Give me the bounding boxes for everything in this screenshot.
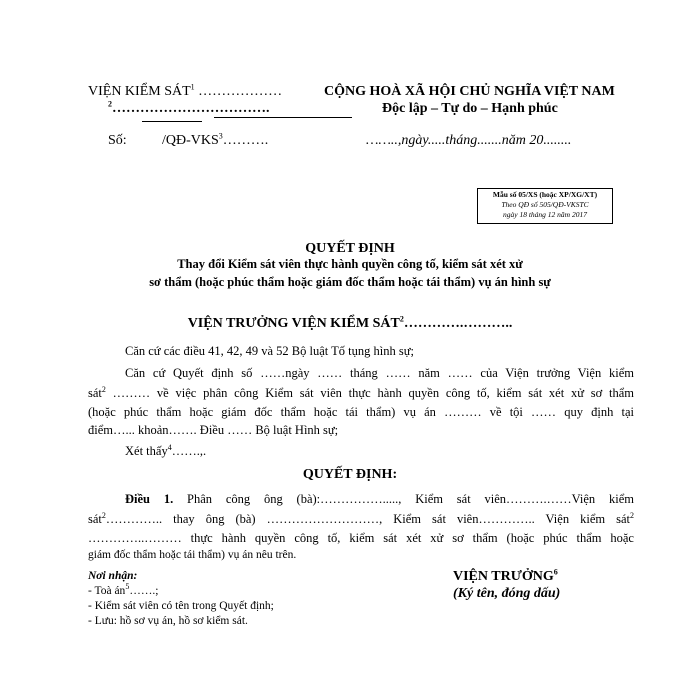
footnote-marker: 3 bbox=[218, 131, 223, 141]
date-line: ……..,ngày.....tháng.......năm 20........ bbox=[366, 133, 572, 148]
text-fragment: …….; bbox=[129, 585, 159, 597]
form-reference-box bbox=[477, 188, 613, 224]
footnote-marker: 2 bbox=[630, 510, 634, 520]
text-fragment: ……… về việc phân công Kiểm sát viên thực hành quyền công tố, kiểm sát xét xử sơ thẩm bbox=[105, 386, 634, 400]
agency-dots: ……………… bbox=[194, 84, 283, 99]
text-fragment: VIỆN TRƯỞNG bbox=[453, 569, 554, 584]
legal-basis-2-line1: Căn cứ Quyết định số ……ngày …… tháng …… năm …… của Viện trưởng Viện kiểm bbox=[125, 366, 634, 380]
document-subtitle-line2: sơ thẩm (hoặc phúc thẩm hoặc giám đốc thẩm hoặc tái thẩm) vụ án hình sự bbox=[149, 275, 551, 289]
issuing-authority bbox=[0, 316, 700, 332]
number-code: /QĐ-VKS bbox=[162, 133, 219, 148]
recipients-label: Nơi nhận: bbox=[88, 570, 138, 582]
signature-title bbox=[453, 569, 558, 585]
footnote-marker: 5 bbox=[125, 582, 130, 592]
legal-basis-2-line4: điểm…... khoản……. Điều …… Bộ luật Hình sự; bbox=[88, 423, 339, 437]
document-subtitle-line1: Thay đổi Kiểm sát viên thực hành quyền công tố, kiểm sát xét xử bbox=[177, 257, 523, 271]
agency-prefix: VIỆN KIỂM SÁT bbox=[88, 84, 191, 99]
article-1-line1 bbox=[125, 492, 634, 507]
recipient-archive: - Lưu: hồ sơ vụ án, hồ sơ kiểm sát. bbox=[88, 615, 248, 627]
signature-note: (Ký tên, đóng dấu) bbox=[453, 586, 561, 601]
article-label: Điều 1. bbox=[125, 492, 174, 506]
text-fragment: Phân công ông (bà):……………....., Kiểm sát viên……….……Viện kiểm bbox=[173, 492, 634, 506]
authority-dots: ………….……….. bbox=[403, 316, 513, 331]
footnote-marker: 2 bbox=[108, 99, 112, 109]
number-dots: ………. bbox=[222, 133, 269, 148]
form-code: Mẫu số 05/XS (hoặc XP/XG/XT) bbox=[492, 190, 598, 199]
footnote-marker: 2 bbox=[101, 384, 106, 394]
recipient-prosecutor: - Kiểm sát viên có tên trong Quyết định; bbox=[88, 600, 274, 612]
footnote-marker: 1 bbox=[190, 82, 195, 92]
consideration bbox=[125, 444, 206, 459]
agency-name bbox=[88, 84, 282, 100]
article-1-line4: giám đốc thẩm hoặc tái thẩm) vụ án nêu trên. bbox=[88, 549, 297, 561]
footnote-marker: 2 bbox=[399, 314, 404, 324]
text-fragment: Xét thấy bbox=[125, 444, 168, 458]
article-1-line3: …………..……… thực hành quyền công tố, kiểm sát xét xử sơ thẩm (hoặc phúc thẩm hoặc bbox=[88, 531, 634, 545]
footnote-marker: 2 bbox=[101, 510, 106, 520]
document-title: QUYẾT ĐỊNH bbox=[305, 241, 395, 256]
national-motto: Độc lập – Tự do – Hạnh phúc bbox=[382, 101, 558, 116]
legal-basis-2-line3: (hoặc phúc thẩm hoặc giám đốc thẩm hoặc tái thẩm) vụ án ……… về tội …… quy định tại bbox=[88, 405, 634, 419]
motto-underline bbox=[214, 117, 352, 118]
text-fragment: …….,. bbox=[171, 444, 207, 458]
footnote-marker: 4 bbox=[167, 442, 172, 452]
text-fragment: - Toà án bbox=[88, 585, 126, 597]
document-number bbox=[162, 133, 268, 149]
article-1-line2 bbox=[88, 512, 634, 527]
recipient-court bbox=[88, 582, 159, 597]
form-date: ngày 18 tháng 12 năm 2017 bbox=[503, 210, 587, 219]
form-decision-ref: Theo QĐ số 505/QĐ-VKSTC bbox=[501, 200, 589, 209]
agency-line2-dots: ……………………………. bbox=[112, 101, 270, 116]
header-underline-left bbox=[142, 121, 202, 122]
text-fragment: sát bbox=[88, 386, 102, 400]
text-fragment: ………….. thay ông (bà) ………………………, Kiểm sát viên………….. Viện kiểm sát bbox=[105, 512, 630, 526]
decision-heading: QUYẾT ĐỊNH: bbox=[302, 467, 398, 482]
footnote-marker: 6 bbox=[553, 567, 558, 577]
agency-name-line2 bbox=[108, 101, 270, 117]
authority-text: VIỆN TRƯỞNG VIỆN KIỂM SÁT bbox=[187, 316, 400, 331]
legal-basis-2-line2 bbox=[88, 386, 634, 401]
text-fragment: sát bbox=[88, 512, 102, 526]
document-number-label: Số: bbox=[108, 133, 127, 148]
legal-basis-1: Căn cứ các điều 41, 42, 49 và 52 Bộ luật Tố tụng hình sự; bbox=[125, 344, 414, 358]
country-name: CỘNG HOÀ XÃ HỘI CHỦ NGHĨA VIỆT NAM bbox=[324, 84, 615, 99]
